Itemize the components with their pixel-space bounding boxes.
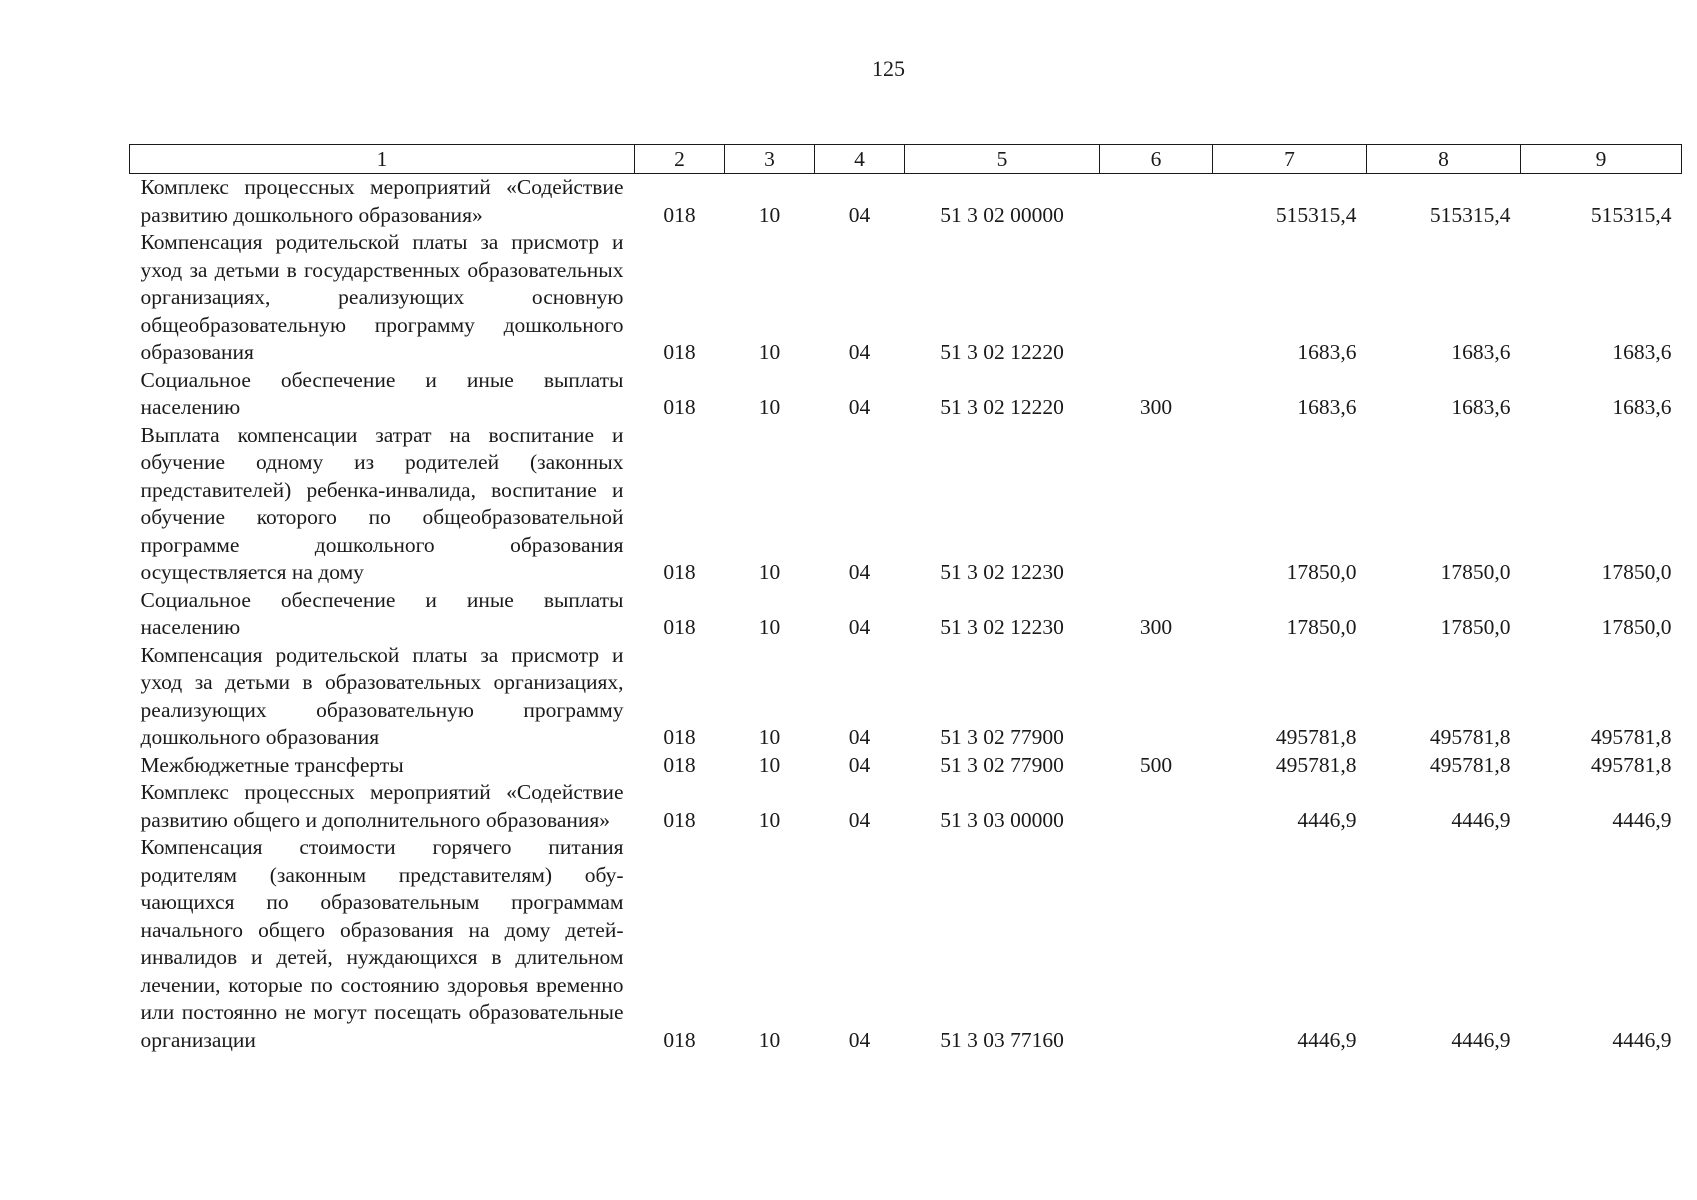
cell-target-article: 51 3 02 77900 <box>940 725 1064 749</box>
cell-ministry-code: 018 <box>663 395 696 419</box>
cell-expense-type <box>1100 174 1213 230</box>
budget-table <box>129 144 1682 1054</box>
cell-amount-3: 4446,9 <box>1612 1027 1672 1052</box>
header-col-8: 8 <box>1367 145 1521 174</box>
row-description: Межбюджетные трансферты <box>140 752 404 777</box>
cell-ministry-code: 018 <box>663 340 696 364</box>
row-description: Социальное обеспечение и иные выплаты населению <box>140 367 624 419</box>
page-number: 125 <box>872 56 905 81</box>
cell-target-article: 51 3 02 00000 <box>940 202 1064 227</box>
header-col-1: 1 <box>130 145 635 174</box>
table-row <box>130 174 1682 230</box>
header-row <box>130 145 1682 174</box>
cell-amount-2: 17850,0 <box>1440 560 1511 584</box>
cell-amount-3: 17850,0 <box>1601 560 1672 584</box>
cell-section: 10 <box>758 725 781 749</box>
cell-amount-3: 1683,6 <box>1612 395 1672 419</box>
cell-expense-type: 300 <box>1139 395 1173 419</box>
cell-subsection: 04 <box>848 202 871 227</box>
cell-amount-2: 17850,0 <box>1440 615 1511 639</box>
cell-ministry-code: 018 <box>663 615 696 639</box>
header-col-9: 9 <box>1521 145 1682 174</box>
cell-target-article: 51 3 02 12220 <box>940 395 1064 419</box>
cell-ministry-code: 018 <box>663 752 696 777</box>
table-row <box>130 367 1682 422</box>
cell-expense-type <box>1100 779 1213 834</box>
cell-expense-type: 300 <box>1139 615 1173 639</box>
cell-subsection: 04 <box>848 395 871 419</box>
cell-subsection: 04 <box>848 1027 871 1052</box>
cell-amount-3: 1683,6 <box>1612 340 1672 364</box>
cell-section: 10 <box>758 202 781 227</box>
row-description: Компенсация стоимости горячего питания родителям (законным представителям) обучающихся по образовательным программам начального общего образования на дому детей-инвалидов и детей, нуждающихся в длительном лечении, которые по состоянию здоровья временно или постоянно не могут посещать образовательные организации <box>140 835 624 1052</box>
cell-section: 10 <box>758 1027 781 1052</box>
cell-expense-type <box>1100 834 1213 1054</box>
cell-expense-type <box>1100 642 1213 752</box>
row-description: Выплата компенсации затрат на воспитание и обучение одному из родителей (законных представителей) ребенка-инвалида, воспитание и обучение которого по общеобразовательной программе дошкольного образования осуществляется на дому <box>140 422 624 584</box>
cell-section: 10 <box>758 752 781 777</box>
cell-target-article: 51 3 02 12220 <box>940 340 1064 364</box>
cell-ministry-code: 018 <box>663 807 696 832</box>
cell-amount-1: 495781,8 <box>1275 725 1357 749</box>
cell-subsection: 04 <box>848 340 871 364</box>
cell-amount-2: 495781,8 <box>1429 752 1511 777</box>
table-row <box>130 229 1682 367</box>
cell-section: 10 <box>758 560 781 584</box>
table-row <box>130 752 1682 780</box>
header-col-7: 7 <box>1213 145 1367 174</box>
cell-amount-2: 4446,9 <box>1451 1027 1511 1052</box>
row-description: Социальное обеспечение и иные выплаты населению <box>140 587 624 639</box>
cell-amount-1: 1683,6 <box>1297 340 1357 364</box>
cell-amount-3: 495781,8 <box>1590 752 1672 777</box>
cell-section: 10 <box>758 395 781 419</box>
cell-target-article: 51 3 03 77160 <box>940 1027 1064 1052</box>
header-col-2: 2 <box>635 145 725 174</box>
cell-amount-3: 495781,8 <box>1590 725 1672 749</box>
cell-amount-2: 495781,8 <box>1429 725 1511 749</box>
table-header <box>130 145 1682 174</box>
cell-section: 10 <box>758 340 781 364</box>
cell-subsection: 04 <box>848 615 871 639</box>
cell-ministry-code: 018 <box>663 1027 696 1052</box>
cell-amount-2: 515315,4 <box>1429 202 1511 227</box>
cell-amount-2: 4446,9 <box>1451 807 1511 832</box>
cell-section: 10 <box>758 807 781 832</box>
table-row <box>130 587 1682 642</box>
table-row <box>130 422 1682 587</box>
cell-subsection: 04 <box>848 807 871 832</box>
cell-amount-1: 515315,4 <box>1275 202 1357 227</box>
cell-target-article: 51 3 02 77900 <box>940 752 1064 777</box>
table-row <box>130 779 1682 834</box>
cell-amount-1: 17850,0 <box>1286 615 1357 639</box>
cell-subsection: 04 <box>848 560 871 584</box>
cell-amount-1: 1683,6 <box>1297 395 1357 419</box>
cell-amount-3: 515315,4 <box>1590 202 1672 227</box>
cell-amount-1: 17850,0 <box>1286 560 1357 584</box>
cell-subsection: 04 <box>848 725 871 749</box>
cell-section: 10 <box>758 615 781 639</box>
cell-expense-type: 500 <box>1139 752 1173 777</box>
table-row <box>130 834 1682 1054</box>
cell-subsection: 04 <box>848 752 871 777</box>
cell-ministry-code: 018 <box>663 202 696 227</box>
row-description: Комплекс процессных мероприятий «Содействие развитию дошкольного образования» <box>140 175 624 227</box>
cell-expense-type <box>1100 422 1213 587</box>
cell-amount-1: 4446,9 <box>1297 807 1357 832</box>
row-description: Комплекс процессных мероприятий «Содействие развитию общего и дополнительного образования» <box>140 780 624 832</box>
cell-amount-3: 4446,9 <box>1612 807 1672 832</box>
header-col-4: 4 <box>815 145 905 174</box>
row-description: Компенсация родительской платы за присмотр и уход за детьми в государственных образовательных организациях, реализующих основную общеобразовательную программу дошкольного образования <box>140 230 624 364</box>
cell-amount-2: 1683,6 <box>1451 395 1511 419</box>
cell-target-article: 51 3 02 12230 <box>940 615 1064 639</box>
cell-target-article: 51 3 03 00000 <box>940 807 1064 832</box>
cell-target-article: 51 3 02 12230 <box>940 560 1064 584</box>
cell-amount-1: 495781,8 <box>1275 752 1357 777</box>
cell-amount-3: 17850,0 <box>1601 615 1672 639</box>
table-body <box>130 174 1682 1055</box>
cell-ministry-code: 018 <box>663 560 696 584</box>
table-row <box>130 642 1682 752</box>
row-description: Компенсация родительской платы за присмотр и уход за детьми в образовательных организациях, реализующих образовательную программу дошкольного образования <box>140 642 624 749</box>
header-col-6: 6 <box>1100 145 1213 174</box>
header-col-5: 5 <box>905 145 1100 174</box>
cell-amount-2: 1683,6 <box>1451 340 1511 364</box>
cell-ministry-code: 018 <box>663 725 696 749</box>
cell-amount-1: 4446,9 <box>1297 1027 1357 1052</box>
cell-expense-type <box>1100 229 1213 367</box>
header-col-3: 3 <box>725 145 815 174</box>
